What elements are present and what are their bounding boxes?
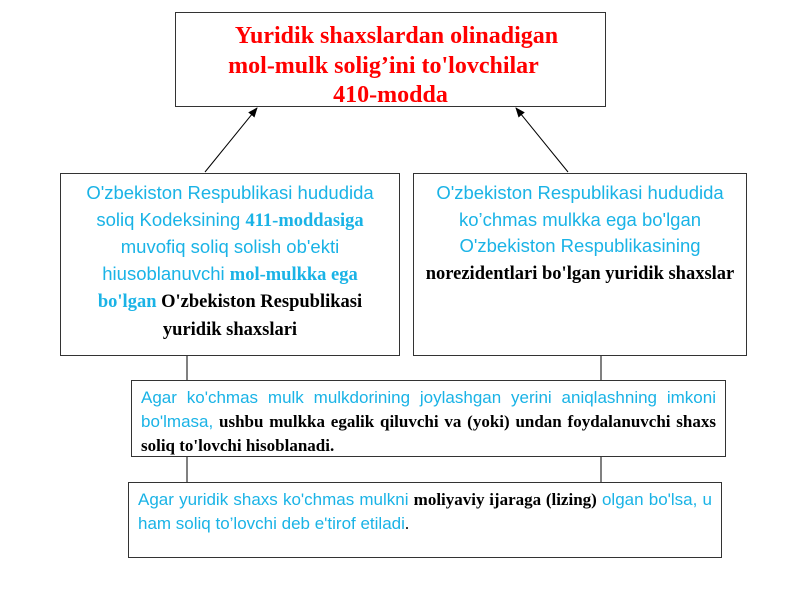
left-box-bolgan: bo'lgan	[97, 292, 157, 312]
condition-2-part-1: Agar yuridik shaxs ko'chmas mulkni	[138, 490, 414, 509]
left-box-text	[69, 180, 391, 343]
right-box-text-1: O'zbekiston Respublikasi hududida ko’chmas mulkka ega bo'lgan O'zbekiston Respublikasining	[436, 182, 724, 256]
condition-2-part-3: olgan bo'lsa, u ham soliq to’lovchi deb e'tirof etiladi	[138, 490, 712, 533]
title-box	[175, 12, 606, 107]
right-taxpayer-box	[413, 173, 747, 356]
title-line-1: Yuridik shaxslardan olinadigan	[234, 23, 559, 49]
left-box-legal-entities: O'zbekiston Respublikasi yuridik shaxslari	[156, 292, 363, 340]
condition-2-period: .	[404, 514, 410, 533]
left-box-text-2: muvofiq soliq solish ob'ekti hiusoblanuvchi	[102, 236, 340, 284]
arrow-right-to-title	[516, 108, 568, 172]
condition-1-part-1: Agar ko'chmas mulk mulkdorining joylashgan yerini aniqlashning imkoni bo'lmasa,	[141, 388, 716, 431]
condition-1-text	[141, 386, 716, 458]
title-line-2: mol-mulk solig’ini to'lovchilar	[228, 53, 539, 79]
condition-2-text	[138, 488, 712, 536]
left-taxpayer-box	[60, 173, 400, 356]
right-box-text	[422, 180, 738, 287]
arrow-left-to-title	[205, 108, 257, 172]
condition-2-leasing: moliyaviy ijaraga (lizing)	[413, 490, 597, 509]
condition-box-1	[131, 380, 726, 457]
condition-box-2	[128, 482, 722, 558]
right-box-nonresidents: norezidentlari bo'lgan yuridik shaxslar	[425, 263, 735, 284]
left-box-property-owner: mol-mulkka ega	[229, 264, 358, 285]
condition-1-part-2: ushbu mulkka egalik qiluvchi va (yoki) undan foydalanuvchi shaxs soliq to'lovchi hisoblanadi.	[141, 412, 716, 455]
title-line-3: 410-modda	[333, 82, 448, 108]
left-box-article-ref: 411-moddasiga	[245, 210, 364, 231]
left-box-text-1: O'zbekiston Respublikasi hududida soliq Kodeksining	[86, 182, 374, 230]
